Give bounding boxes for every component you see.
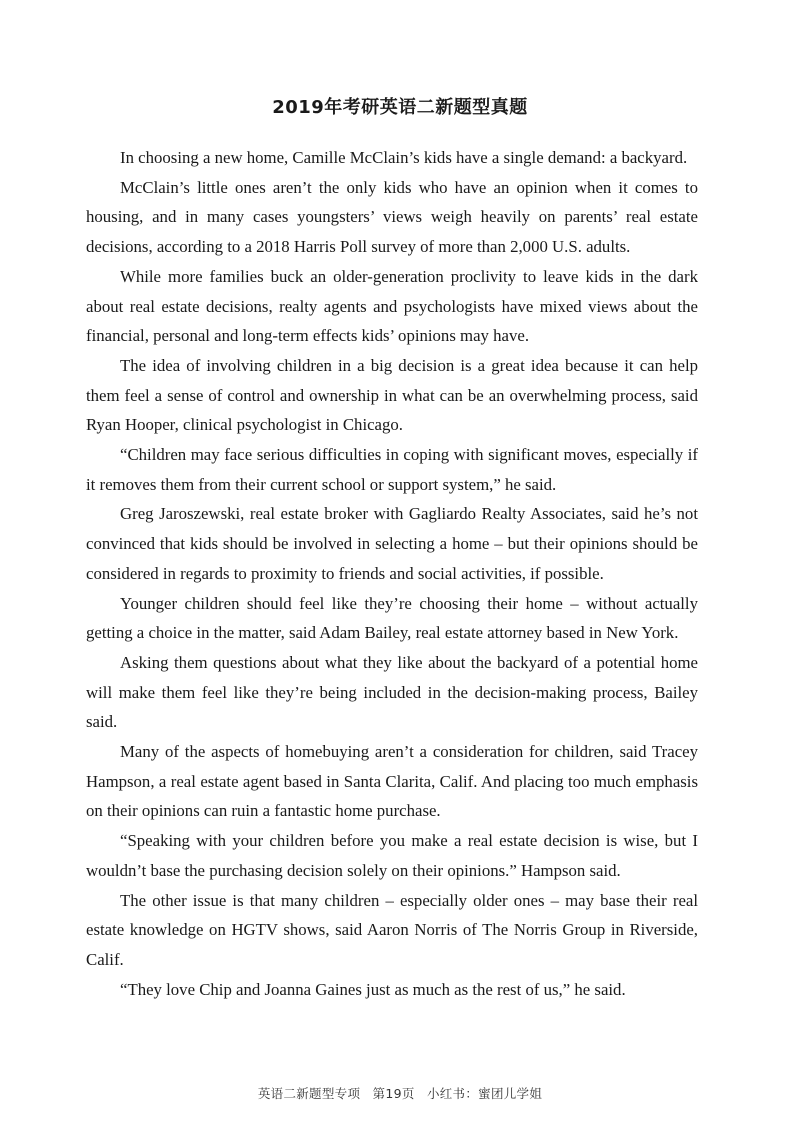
paragraph: The other issue is that many children – especially older ones – may base their real estate knowledge on HGTV shows, said Aaron Norris of The Norris Group in Riverside, Calif.	[86, 890, 698, 969]
paragraph: While more families buck an older-generation proclivity to leave kids in the dark about real estate decisions, realty agents and psychologists have mixed views about the financial, personal and long-term effects kids’ opinions may have.	[86, 266, 698, 346]
article-body	[86, 143, 698, 1004]
paragraph: Younger children should feel like they’re choosing their home – without actually getting a choice in the matter, said Adam Bailey, real estate attorney based in New York.	[86, 593, 698, 643]
paragraph: “They love Chip and Joanna Gaines just as much as the rest of us,” he said.	[120, 979, 626, 999]
footer-source: 小红书：蜜团儿学姐	[426, 1086, 543, 1101]
paragraph: In choosing a new home, Camille McClain’s kids have a single demand: a backyard.	[120, 148, 688, 167]
paragraph: Many of the aspects of homebuying aren’t a consideration for children, said Tracey Hampson, a real estate agent based in Santa Clarita, Calif. And placing too much emphasis on their opinions can ruin a fantastic home purchase.	[86, 742, 698, 821]
paragraph: “Speaking with your children before you make a real estate decision is wise, but I wouldn’t base the purchasing decision solely on their opinions.” Hampson said.	[86, 831, 698, 880]
paragraph: Asking them questions about what they like about the backyard of a potential home will make them feel like they’re being included in the decision-making process, Bailey said.	[86, 652, 698, 732]
paragraph: Greg Jaroszewski, real estate broker with Gagliardo Realty Associates, said he’s not convinced that kids should be involved in selecting a home – but their opinions should be considered in regards to proximity to friends and social activities, if possible.	[86, 504, 698, 583]
paragraph: McClain’s little ones aren’t the only kids who have an opinion when it comes to housing, and in many cases youngsters’ views weigh heavily on parents’ real estate decisions, according to a 2018 Harris Poll survey of more than 2,000 U.S. adults.	[86, 177, 698, 257]
page-title: 2019年考研英语二新题型真题	[272, 97, 528, 118]
footer-series: 英语二新题型专项	[257, 1086, 361, 1101]
footer-page-number: 第19页	[372, 1086, 415, 1101]
paragraph: The idea of involving children in a big decision is a great idea because it can help them feel a sense of control and ownership in what can be an overwhelming process, said Ryan Hooper, clinical psychologist in Chicago.	[86, 355, 698, 435]
page-footer	[0, 1085, 800, 1103]
paragraph: “Children may face serious difficulties in coping with significant moves, especially if it removes them from their current school or support system,” he said.	[86, 445, 698, 494]
